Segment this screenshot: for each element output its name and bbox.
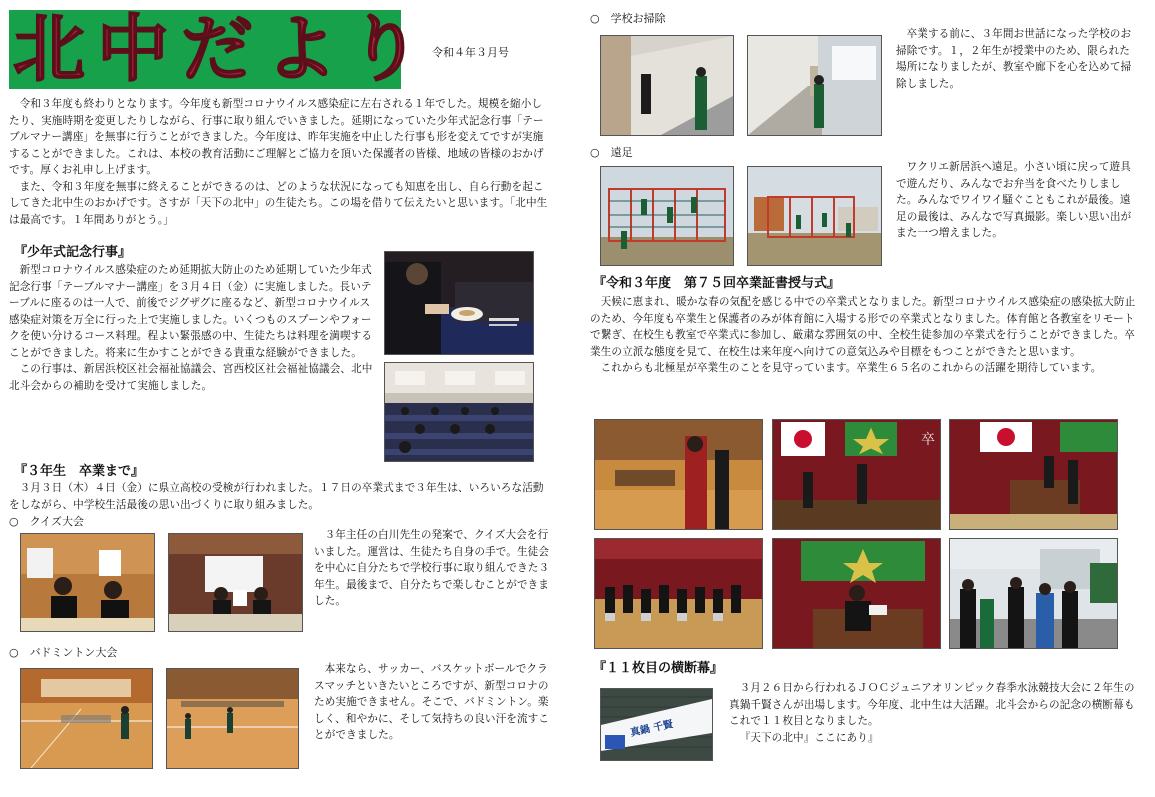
photo-graduation-1: [594, 419, 763, 530]
cleaning-paragraph: 卒業する前に、３年間お世話になった学校のお掃除です。１，２年生が授業中のため、限られた場所になりましたが、教室や廊下を心を込めて掃除しました。: [896, 28, 1132, 90]
sannensei-paragraph: ３月３日（木）４日（金）に県立高校の受検が行われました。１７日の卒業式まで３年生は、いろいろな活動をしながら、中学校生活最後の思い出づくりに取り組みました。: [9, 482, 544, 511]
banner-paragraph: 『天下の北中』ここにあり』: [739, 731, 879, 744]
section-heading-sannensei: 『３年生 卒業まで』: [14, 464, 145, 479]
photo-quiz-1: [20, 533, 155, 632]
photo-graduation-5: [772, 538, 941, 649]
graduation-sign-text: 卒: [921, 432, 935, 448]
ensoku-text: [896, 159, 1132, 242]
quiz-text: [314, 527, 550, 610]
intro-paragraph: また、令和３年度を無事に終えることができるのは、どのような状況になっても知恵を出し、自ら行動を起こしてきた北中生のおかげです。さすが「天下の北中」の生徒たち。この場を借りて伝えたいと思います。「北中生は最高です。１年間ありがとう。」: [9, 180, 548, 226]
subheading-cleaning: ○ 学校お掃除: [590, 12, 666, 25]
title-banner: [9, 7, 434, 91]
photo-badminton-2: [166, 668, 299, 769]
banner-photo-text: 真鍋 千賢: [629, 719, 675, 739]
newsletter-title: 北中だより: [13, 7, 434, 91]
ensoku-paragraph: ワクリエ新居浜へ遠足。小さい頃に戻って遊具で遊んだり、みんなでお弁当を食べたりしました。みんなでワイワイ騒ぐこともこれが最後。遠足の最後は、みんなで写真撮影。楽しい思い出がまた一つ増えました。: [896, 161, 1132, 239]
intro-paragraph: 令和３年度も終わりとなります。今年度も新型コロナウイルス感染症に左右される１年でした。規模を縮小したり、実施時期を変更したりしながら、行事に取り組んでいきました。延期になっていた少年式記念行事「テーブルマナー講座」を無事に行うことができました。今年度は、昨年実施を中止した行事も形を変えてですが実施することができました。これは、本校の教育活動にご理解とご協力を頂いた保護者の皆様、地域の皆様のおかげです。厚くお礼申し上げます。: [9, 98, 544, 176]
banner-text: [729, 680, 1136, 746]
graduation-paragraph: 天候に恵まれ、暖かな春の気配を感じる中での卒業式となりました。新型コロナウイルス感染症の感染拡大防止のため、今年度も卒業生と保護者のみが体育館に入場する形での卒業式となりました。体育館と各教室をリモートで繋ぎ、在校生も教室で卒業式に参加し、厳粛な雰囲気の中、全校生徒参加の卒業式を行うことができました。卒業生の立派な態度を見て、在校生は来年度へ向けての意気込みや目標をもつことができたと思います。: [590, 296, 1136, 358]
photo-graduation-2: [772, 419, 941, 530]
photo-ensoku-1: [600, 166, 734, 266]
graduation-paragraph: これからも北極星が卒業生のことを見守っています。卒業生６５名のこれからの活躍を期待しています。: [600, 362, 1102, 374]
photo-ensoku-2: [747, 166, 882, 266]
shonenshiki-paragraph: 新型コロナウイルス感染症のため延期拡大防止のため延期していた少年式記念行事「テーブルマナー講座」を３月４日（金）に実施しました。長いテーブルに座るのは一人で、前後でジグザグに座るなど、新型コロナウイルス感染症対策を万全に行った上で実施しました。いくつものスプーンやフォークを使い分けるコース料理。程よい緊張感の中、生徒たちは料理を満喫することができました。将来に生かすことができる貴重な経験ができました。: [9, 264, 373, 359]
intro-text: [9, 96, 550, 228]
subheading-badminton: ○ バドミントン大会: [9, 646, 118, 659]
subheading-quiz: ○ クイズ大会: [9, 515, 84, 528]
photo-table-manner-closeup: [384, 251, 534, 355]
subheading-ensoku: ○ 遠足: [590, 146, 633, 159]
section-heading-graduation: 『令和３年度 第７５回卒業証書授与式』: [593, 276, 841, 291]
photo-cleaning-1: [600, 35, 734, 136]
quiz-paragraph: ３年主任の白川先生の発案で、クイズ大会を行いました。運営は、生徒たち自身の手で。生徒会を中心に自分たちで学校行事に取り組んできた３年生。最後まで、自分たちで楽しむことができました。: [314, 529, 550, 607]
badminton-paragraph: 本来なら、サッカー、バスケットボールでクラスマッチといきたいところですが、新型コロナのため実施できません。そこで、バドミントン。楽しく、和やかに、そして気持ちの良い汗を流すことができました。: [314, 663, 550, 741]
photo-graduation-6: [949, 538, 1118, 649]
graduation-text: [590, 294, 1136, 377]
section-heading-banner: 『１１枚目の横断幕』: [593, 661, 724, 676]
photo-quiz-2: [168, 533, 303, 632]
shonenshiki-paragraph: この行事は、新居浜校区社会福祉協議会、宮西校区社会福祉協議会、北中北斗会からの補助を受けて実施しました。: [9, 363, 373, 392]
shonenshiki-text: [9, 262, 374, 394]
banner-paragraph: ３月２６日から行われるＪＯＣジュニアオリンピック春季水泳競技大会に２年生の真鍋千賢さんが出場します。今年度、北中生は大活躍。北斗会からの記念の横断幕もこれで１１枚目となりました。: [729, 682, 1135, 727]
photo-banner: [600, 688, 713, 761]
photo-graduation-3: [949, 419, 1118, 530]
section-heading-shonenshiki: 『少年式記念行事』: [14, 245, 132, 260]
issue-date: 令和４年３月号: [432, 46, 509, 59]
photo-badminton-1: [20, 668, 153, 769]
photo-graduation-4: [594, 538, 763, 649]
cleaning-text: [896, 26, 1132, 92]
photo-dining-hall: [384, 362, 534, 462]
photo-cleaning-2: [747, 35, 882, 136]
badminton-text: [314, 661, 550, 744]
